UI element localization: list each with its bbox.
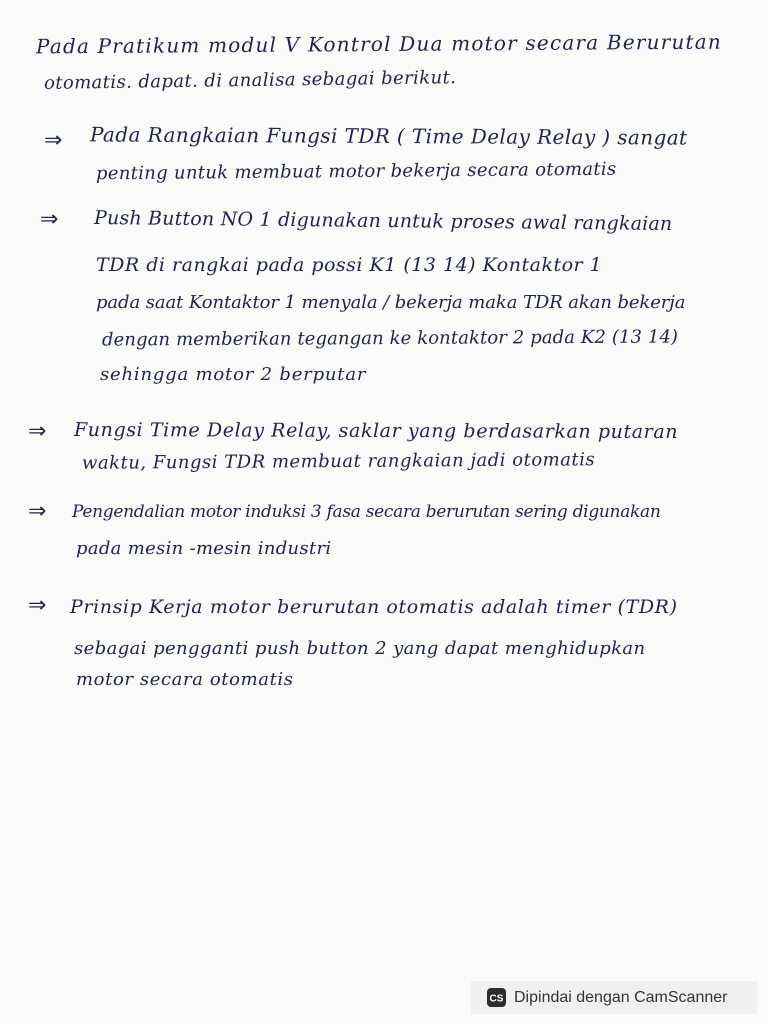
item-2-line-2: TDR di rangkai pada possi K1 (13 14) Kontaktor 1 xyxy=(96,254,603,276)
camscanner-logo-icon xyxy=(487,988,506,1007)
item-4-line-2: pada mesin -mesin industri xyxy=(76,538,332,559)
item-3-line-2: waktu, Fungsi TDR membuat rangkaian jadi otomatis xyxy=(81,449,596,474)
item-5-line-2: sebagai pengganti push button 2 yang dapat menghidupkan xyxy=(74,638,646,659)
item-2-line-3: pada saat Kontaktor 1 menyala / bekerja maka TDR akan bekerja xyxy=(96,292,686,313)
item-1-line-2: penting untuk membuat motor bekerja secara otomatis xyxy=(95,158,617,185)
item-1-line-1: Pada Rangkaian Fungsi TDR ( Time Delay Relay ) sangat xyxy=(89,122,688,150)
intro-line-2: otomatis. dapat. di analisa sebagai berikut. xyxy=(43,67,457,94)
item-5-line-3: motor secara otomatis xyxy=(76,669,294,690)
camscanner-text: Dipindai dengan CamScanner xyxy=(514,988,728,1006)
item-5-line-1: Prinsip Kerja motor berurutan otomatis adalah timer (TDR) xyxy=(70,596,678,618)
intro-line-1: Pada Pratikum modul V Kontrol Dua motor secara Berurutan xyxy=(35,29,723,59)
arrow-icon: ⇒ xyxy=(28,499,47,524)
camscanner-watermark xyxy=(471,981,757,1014)
arrow-icon: ⇒ xyxy=(44,128,63,153)
arrow-icon: ⇒ xyxy=(40,207,59,232)
item-2-line-1: Push Button NO 1 digunakan untuk proses awal rangkaian xyxy=(93,206,673,236)
item-3-line-1: Fungsi Time Delay Relay, saklar yang berdasarkan putaran xyxy=(73,418,679,444)
camscanner-logo-text: CS xyxy=(489,993,504,1005)
item-2-line-4: dengan memberikan tegangan ke kontaktor 2 pada K2 (13 14) xyxy=(101,326,679,351)
item-2-line-5: sehingga motor 2 berputar xyxy=(100,364,367,385)
item-4-line-1: Pengendalian motor induksi 3 fasa secara berurutan sering digunakan xyxy=(72,502,661,522)
arrow-icon: ⇒ xyxy=(28,593,47,618)
arrow-icon: ⇒ xyxy=(28,419,47,444)
